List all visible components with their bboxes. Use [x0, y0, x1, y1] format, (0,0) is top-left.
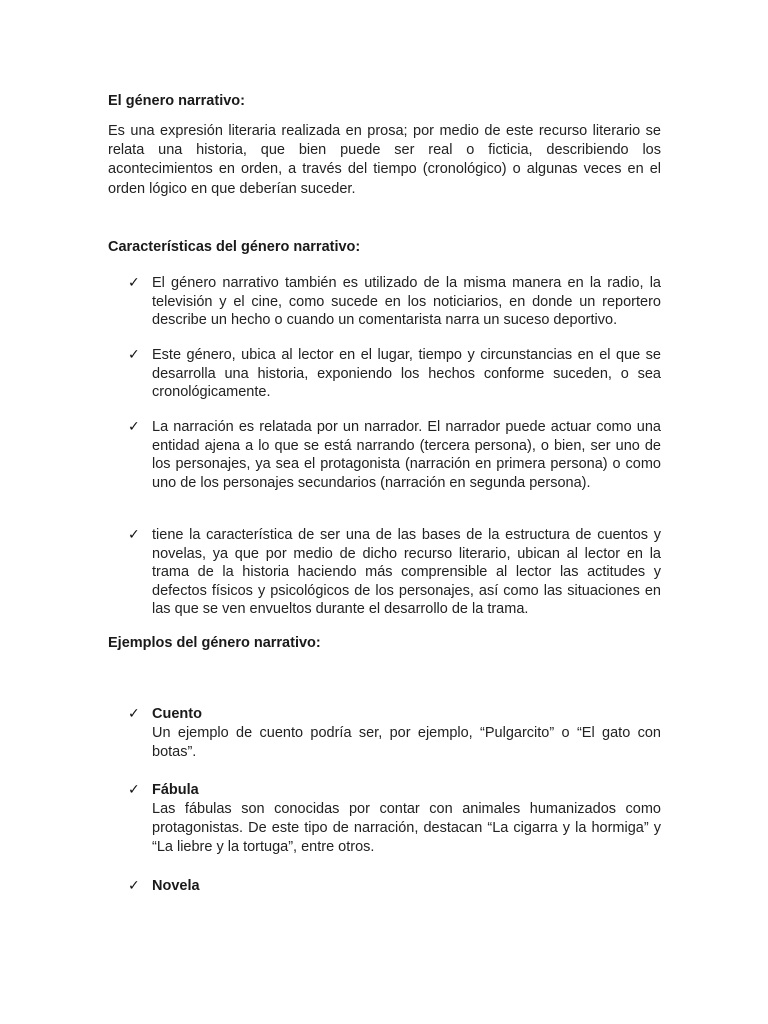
checkmark-icon: ✓: [128, 275, 140, 291]
list-item-text: La narración es relatada por un narrador. El narrador puede actuar como una entidad ajena a lo que se está narrando (tercera persona), o bien, ser uno de los personajes, ya sea el protagonista (narración en primera persona) o como uno de los personajes secundarios (narración en segunda persona).: [152, 419, 661, 491]
checkmark-icon: ✓: [128, 527, 140, 543]
example-body: Un ejemplo de cuento podría ser, por ejemplo, “Pulgarcito” o “El gato con botas”.: [152, 725, 661, 761]
section-heading-ejemplos: Ejemplos del género narrativo:: [108, 635, 321, 651]
checkmark-icon: ✓: [128, 419, 140, 435]
checkmark-icon: ✓: [128, 878, 140, 894]
section-heading-genero-narrativo: El género narrativo:: [108, 93, 245, 109]
example-title: Novela: [152, 878, 200, 894]
example-title: Fábula: [152, 782, 199, 798]
checkmark-icon: ✓: [128, 706, 140, 722]
example-body: Las fábulas son conocidas por contar con animales humanizados como protagonistas. De este tipo de narración, destacan “La cigarra y la hormiga” y “La liebre y la tortuga”, entre otros.: [152, 801, 661, 856]
intro-paragraph: Es una expresión literaria realizada en prosa; por medio de este recurso literario se relata una historia, que bien puede ser real o ficticia, describiendo los acontecimientos en orden, a través del tiempo (cronológico) o algunas veces en el orden lógico en que deberían suceder.: [108, 123, 661, 197]
section-heading-caracteristicas: Características del género narrativo:: [108, 239, 361, 255]
checkmark-icon: ✓: [128, 782, 140, 798]
list-item-text: Este género, ubica al lector en el lugar, tiempo y circunstancias en el que se desarrolla una historia, exponiendo los hechos conforme suceden, o sea cronológicamente.: [152, 347, 661, 401]
list-item-text: El género narrativo también es utilizado de la misma manera en la radio, la televisión y el cine, como sucede en los noticiarios, en donde un reportero describe un hecho o cuando un comentarista narra un suceso deportivo.: [152, 275, 661, 329]
example-title: Cuento: [152, 706, 202, 722]
list-item-text: tiene la característica de ser una de las bases de la estructura de cuentos y novelas, ya que por medio de dicho recurso literario, ubican al lector en la trama de la historia haciendo más comprensible al lector las actitudes y defectos físicos y psicológicos de los personajes, así como las situaciones en las que se ven envueltos durante el desarrollo de la trama.: [152, 527, 661, 618]
checkmark-icon: ✓: [128, 347, 140, 363]
